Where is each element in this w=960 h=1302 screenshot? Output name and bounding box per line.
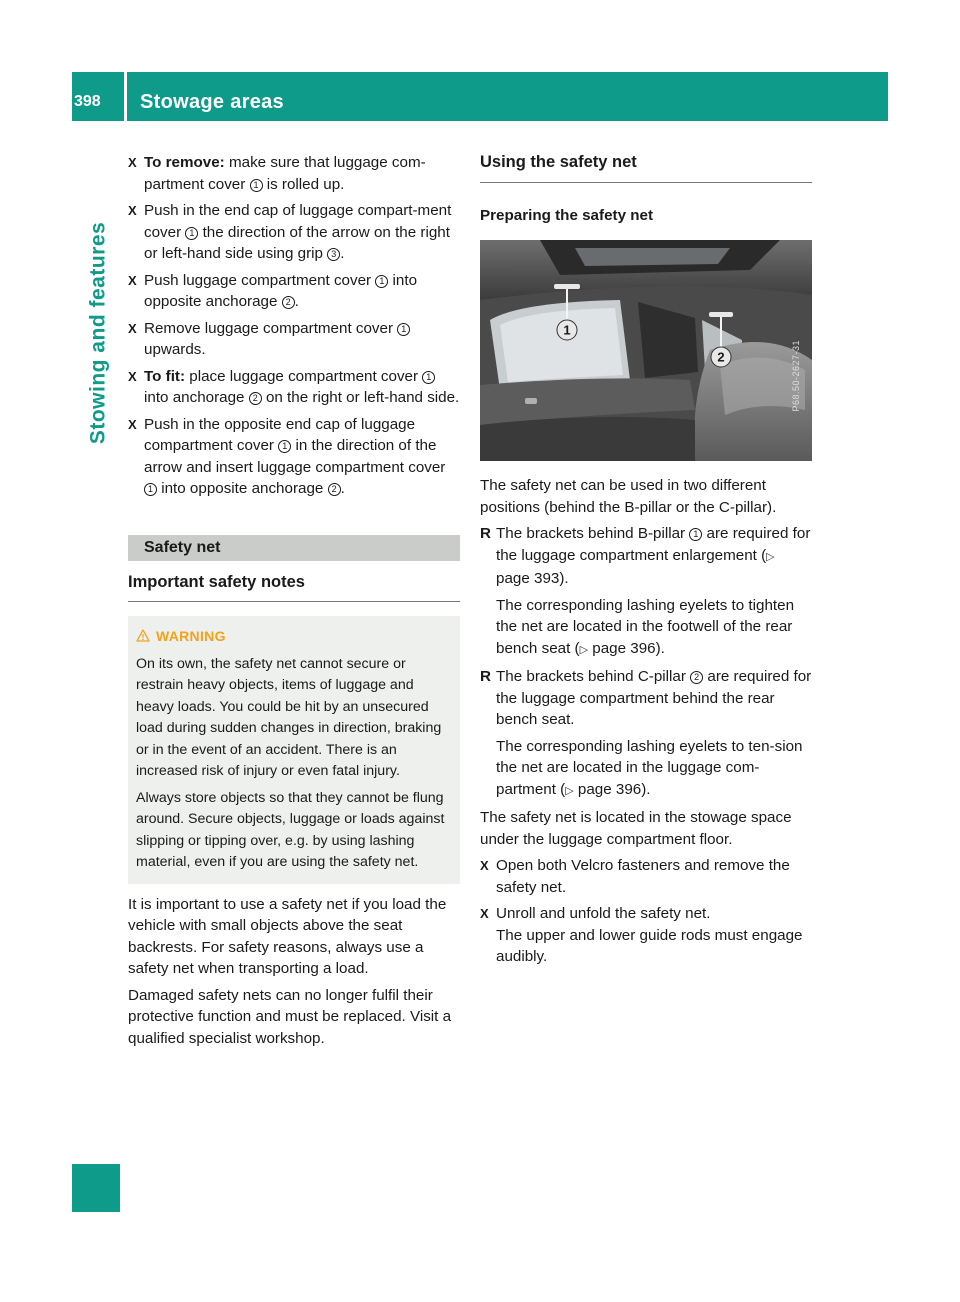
callout-number: 1: [689, 528, 702, 541]
side-tab-label: Stowing and features: [86, 221, 110, 445]
instruction-step: X Push in the end cap of luggage compart-ment cover 1 the direction of the arrow on the right or left-hand side using grip 3 .: [128, 202, 452, 262]
removal-steps: [128, 152, 460, 500]
body-paragraph: It is important to use a safety net if you load the vehicle with small objects above the seat backrests. For safety reasons, always use a safety net when transporting a load.: [128, 895, 447, 977]
step-keyword: To fit:: [144, 367, 186, 385]
warning-label: WARNING: [156, 628, 226, 644]
bullet-detail: The corresponding lashing eyelets to ten-sion the net are located in the luggage com-partment (▷ page 396).: [496, 737, 803, 798]
step-marker-icon: X: [128, 320, 137, 336]
section-band: [128, 535, 460, 561]
callout-number: 1: [375, 275, 388, 288]
bullet-marker-icon: R: [480, 525, 491, 542]
vehicle-interior-photo: [480, 240, 812, 461]
callout-number: 2: [690, 671, 703, 684]
page-ref-arrow-icon: ▷: [579, 643, 589, 656]
warning-header: [136, 626, 452, 648]
callout-number: 3: [327, 248, 340, 261]
photo-callout-1: 1: [563, 322, 571, 338]
instruction-step: X Push in the opposite end cap of luggage compartment cover 1 in the direction of the arrow and insert luggage compartment cover 1 into opposite anchorage 2 .: [128, 415, 446, 497]
instruction-step: X To fit: place luggage compartment cover 1 into anchorage 2 on the right or left-hand side.: [128, 367, 460, 406]
step-marker-icon: X: [128, 155, 137, 170]
instruction-step: X Open both Velcro fasteners and remove the safety net.: [480, 857, 790, 896]
step-detail: The upper and lower guide rods must engage audibly.: [496, 926, 803, 965]
step-marker-icon: X: [128, 203, 137, 218]
warning-paragraph: Always store objects so that they cannot be flung around. Secure objects, luggage or loads against slipping or tipping over, e.g. by using lashing material, even if you are using the safety net.: [136, 789, 445, 870]
bullet-item: R The brackets behind C-pillar 2 are required for the luggage compartment behind the rear bench seat.: [480, 668, 812, 728]
callout-number: 1: [185, 227, 198, 240]
preparing-safety-net-heading: Preparing the safety net: [480, 206, 654, 224]
using-safety-net-heading: Using the safety net: [480, 152, 812, 183]
intro-paragraph: The safety net can be used in two different positions (behind the B-pillar or the C-pillar).: [480, 477, 777, 516]
callout-number: 1: [278, 440, 291, 453]
bullet-item: R The brackets behind B-pillar 1 are required for the luggage compartment enlargement (▷ page 393).: [480, 525, 811, 587]
step-keyword: To remove:: [144, 154, 225, 171]
callout-number: 1: [397, 323, 410, 336]
left-column: [128, 152, 460, 1054]
callout-number: 2: [328, 483, 341, 496]
band-title: Safety net: [144, 538, 221, 556]
safety-net-steps: [480, 855, 812, 968]
instruction-step: X Remove luggage compartment cover 1 upwards.: [128, 318, 460, 361]
callout-number: 1: [422, 371, 435, 384]
page-number: 398: [74, 93, 101, 110]
instruction-step: X To remove: make sure that luggage com-partment cover 1 is rolled up.: [128, 154, 426, 193]
step-marker-icon: X: [128, 416, 137, 432]
section-title: Stowage areas: [140, 91, 284, 113]
instruction-step: X Unroll and unfold the safety net. The upper and lower guide rods must engage audibly.: [480, 903, 812, 968]
warning-box: [128, 616, 460, 884]
header-divider: [124, 72, 127, 121]
bracket-bullets: [480, 523, 812, 802]
photo-reference-code: P68.50-2627-31: [791, 339, 802, 411]
important-safety-heading: Important safety notes: [128, 572, 460, 603]
callout-number: 2: [282, 296, 295, 309]
callout-number: 1: [144, 483, 157, 496]
bullet-detail: The corresponding lashing eyelets to tighten the net are located in the footwell of the rear bench seat (▷ page 396).: [496, 596, 795, 657]
step-marker-icon: X: [128, 272, 137, 288]
step-marker-icon: X: [128, 368, 137, 384]
stowage-note: The safety net is located in the stowage space under the luggage compartment floor.: [480, 809, 792, 848]
interior-illustration: [480, 240, 812, 461]
photo-callout-2: 2: [717, 349, 725, 365]
callout-number: 1: [250, 179, 263, 192]
step-marker-icon: X: [480, 858, 489, 873]
callout-number: 2: [249, 392, 262, 405]
body-paragraph: Damaged safety nets can no longer fulfil their protective function and must be replaced. Visit a qualified specialist workshop.: [128, 986, 452, 1047]
page-ref-arrow-icon: ▷: [565, 784, 574, 797]
step-marker-icon: X: [480, 906, 489, 921]
warning-triangle-icon: [136, 629, 150, 642]
right-column: [480, 152, 812, 973]
bullet-marker-icon: R: [480, 668, 491, 685]
warning-paragraph: On its own, the safety net cannot secure or restrain heavy objects, items of luggage and heavy loads. You could be hit by an unsecured load during sudden changes in direction, braking or in the event of an accident. There is an increased risk of injury or even fatal injury.: [136, 655, 442, 779]
side-tab-block: [72, 1164, 120, 1212]
page-ref-arrow-icon: ▷: [766, 550, 775, 563]
instruction-step: X Push luggage compartment cover 1 into opposite anchorage 2 .: [128, 271, 418, 310]
